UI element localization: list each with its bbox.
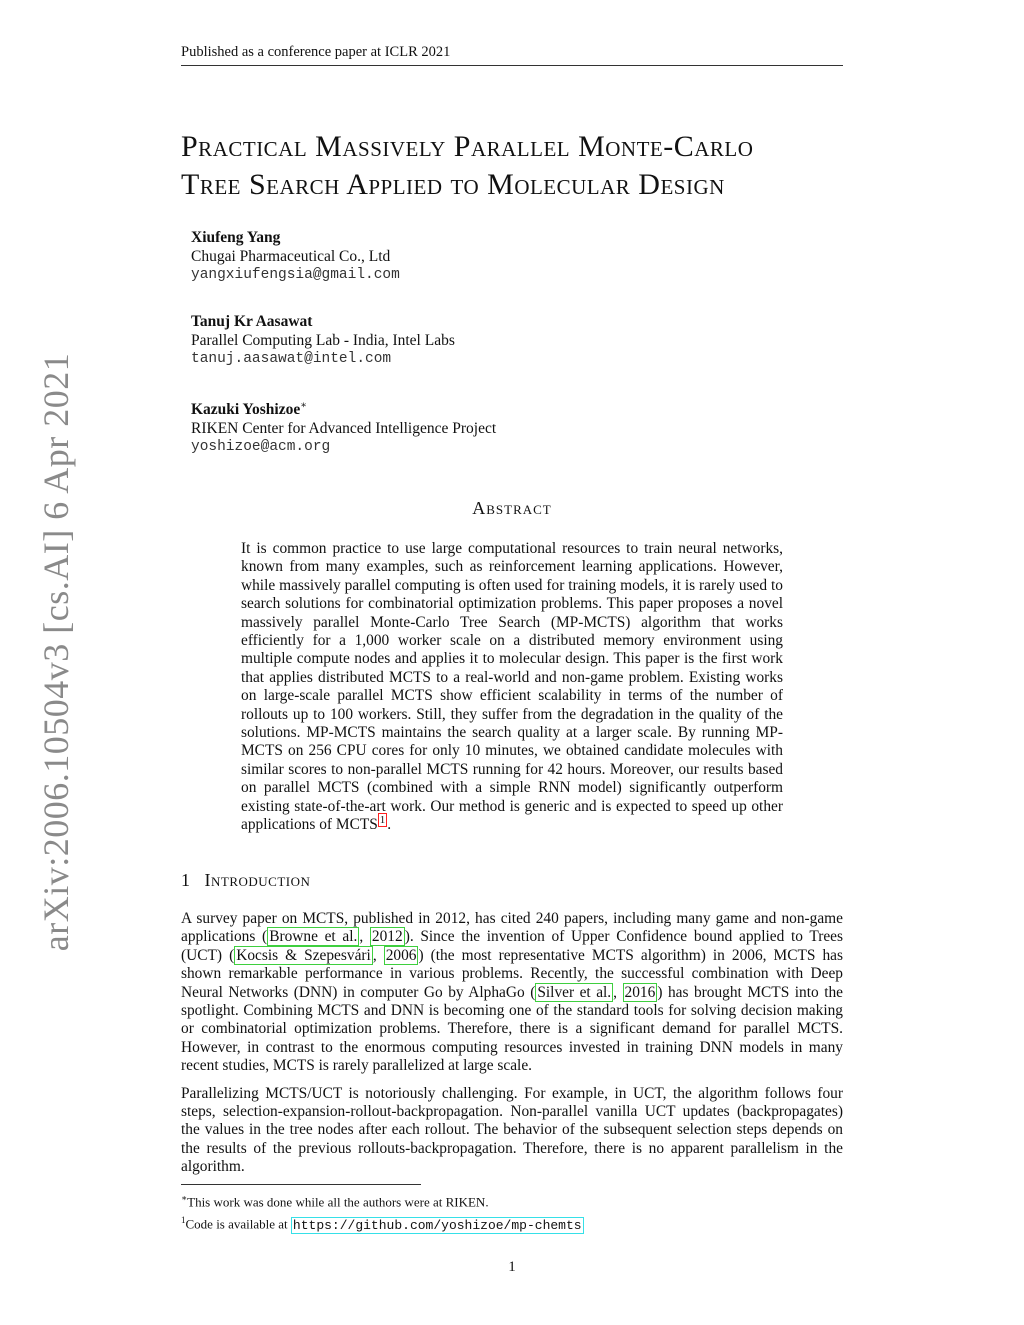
author-affiliation: Chugai Pharmaceutical Co., Ltd: [191, 248, 391, 265]
footnote-link[interactable]: 1: [379, 813, 386, 826]
author-email[interactable]: yoshizoe@acm.org: [191, 439, 331, 456]
code-url-link[interactable]: https://github.com/yoshizoe/mp-chemts: [292, 1217, 582, 1233]
citation-link[interactable]: Browne et al.: [269, 928, 358, 946]
abstract-text: It is common practice to use large computational resources to train neural networks, known from many examples, such as reinforcement learning applications. However, while massively parallel computing is often used for training models, it is rarely used to search solutions for combinatorial optimization problems. This paper proposes a novel massively parallel Monte-Carlo Tree Search (MP-MCTS) algorithm that works efficiently for a 1,000 worker scale on a distributed memory environment using multiple compute nodes and applies it to molecular design. This paper is the first work that applies distributed MCTS to a real-world and non-game problem. Existing works on large-scale parallel MCTS show efficient scalability in terms of the number of rollouts up to 100 workers. Still, they suffer from the degradation in the quality of the solutions. MP-MCTS maintains the search quality at a larger scale. By running MP-MCTS on 256 CPU cores for only 10 minutes, we obtained candidate molecules with similar scores to non-parallel MCTS running for 42 hours. Moreover, our results based on parallel MCTS (combined with a simple RNN model) significantly outperform existing state-of-the-art work. Our method is generic and is expected to speed up other applications of MCTS $^1$ .: [241, 540, 783, 834]
author-name: Xiufeng Yang: [191, 229, 281, 246]
author-block: [191, 228, 400, 285]
running-header: Published as a conference paper at ICLR 2021: [181, 44, 843, 66]
page-number: 1: [508, 1259, 516, 1275]
section-number: 1: [181, 870, 191, 890]
author-footnote-mark[interactable]: ∗: [300, 400, 308, 411]
citation-link[interactable]: 2016: [624, 983, 656, 1001]
paragraph: Parallelizing MCTS/UCT is notoriously challenging. For example, in UCT, the algorithm follows four steps, selection-expansion-rollout-backpropagation. Non-parallel vanilla UCT updates (backpropagates) the values in the tree nodes after each rollout. The behavior of the subsequent selection steps depends on the results of the previous rollouts-backpropagation. Therefore, there is no apparent parallelism in the algorithm.: [181, 1084, 843, 1176]
footnote: $^1$Code is available at https://github.com/yoshizoe/mp-chemts: [181, 1215, 582, 1233]
citation-link[interactable]: 2006: [385, 946, 417, 964]
citation-link[interactable]: Silver et al.: [537, 983, 612, 1001]
paper-title: [181, 128, 861, 204]
author-name: Kazuki Yoshizoe∗: [191, 400, 308, 419]
author-affiliation: Parallel Computing Lab - India, Intel Labs: [191, 332, 455, 349]
author-email[interactable]: tanuj.aasawat@intel.com: [191, 351, 392, 367]
citation-link[interactable]: Kocsis & Szepesvári: [236, 946, 371, 964]
footnotes: [181, 1184, 843, 1235]
section-body: [181, 910, 843, 1186]
footnote-rule: [181, 1184, 421, 1185]
title-line-2: Tree Search Applied to Molecular Design: [181, 168, 725, 201]
section-heading: [181, 870, 310, 891]
paragraph: A survey paper on MCTS, published in 2012, has cited 240 papers, including many game and non-game applications ( Browne et al. , 2012 ). Since the invention of Upper Confidence bound applied to Trees (UCT) ( Kocsis & Szepesvári , 2006 ) (the most representative MCTS algorithm) in 2006, MCTS has shown remarkable performance in various problems. Recently, the successful combination with Deep Neural Networks (DNN) in computer Go by AlphaGo ( Silver et al. , 2016 ) has brought MCTS into the spotlight. Combining MCTS and DNN is becoming one of the standard tools for solving decision making or combinatorial optimization problems. Therefore, there is a significant demand for parallel MCTS. However, in contrast to the enormous computing resources invested in training DNN models in many recent studies, MCTS is rarely parallelized at large scale.: [181, 910, 844, 1075]
title-line-1: Practical Massively Parallel Monte-Carlo: [181, 130, 754, 163]
author-block: [191, 396, 496, 457]
author-email[interactable]: yangxiufengsia@gmail.com: [191, 267, 400, 283]
author-name: Tanuj Kr Aasawat: [191, 313, 313, 330]
author-block: [191, 312, 455, 369]
abstract-heading: Abstract: [472, 498, 552, 518]
author-affiliation: RIKEN Center for Advanced Intelligence Project: [191, 420, 497, 438]
footnote: ∗This work was done while all the authors were at RIKEN.: [181, 1193, 489, 1210]
citation-link[interactable]: 2012: [371, 928, 403, 946]
arxiv-stamp: arXiv:2006.10504v3 [cs.AI] 6 Apr 2021: [36, 352, 76, 952]
section-title: Introduction: [204, 870, 311, 890]
